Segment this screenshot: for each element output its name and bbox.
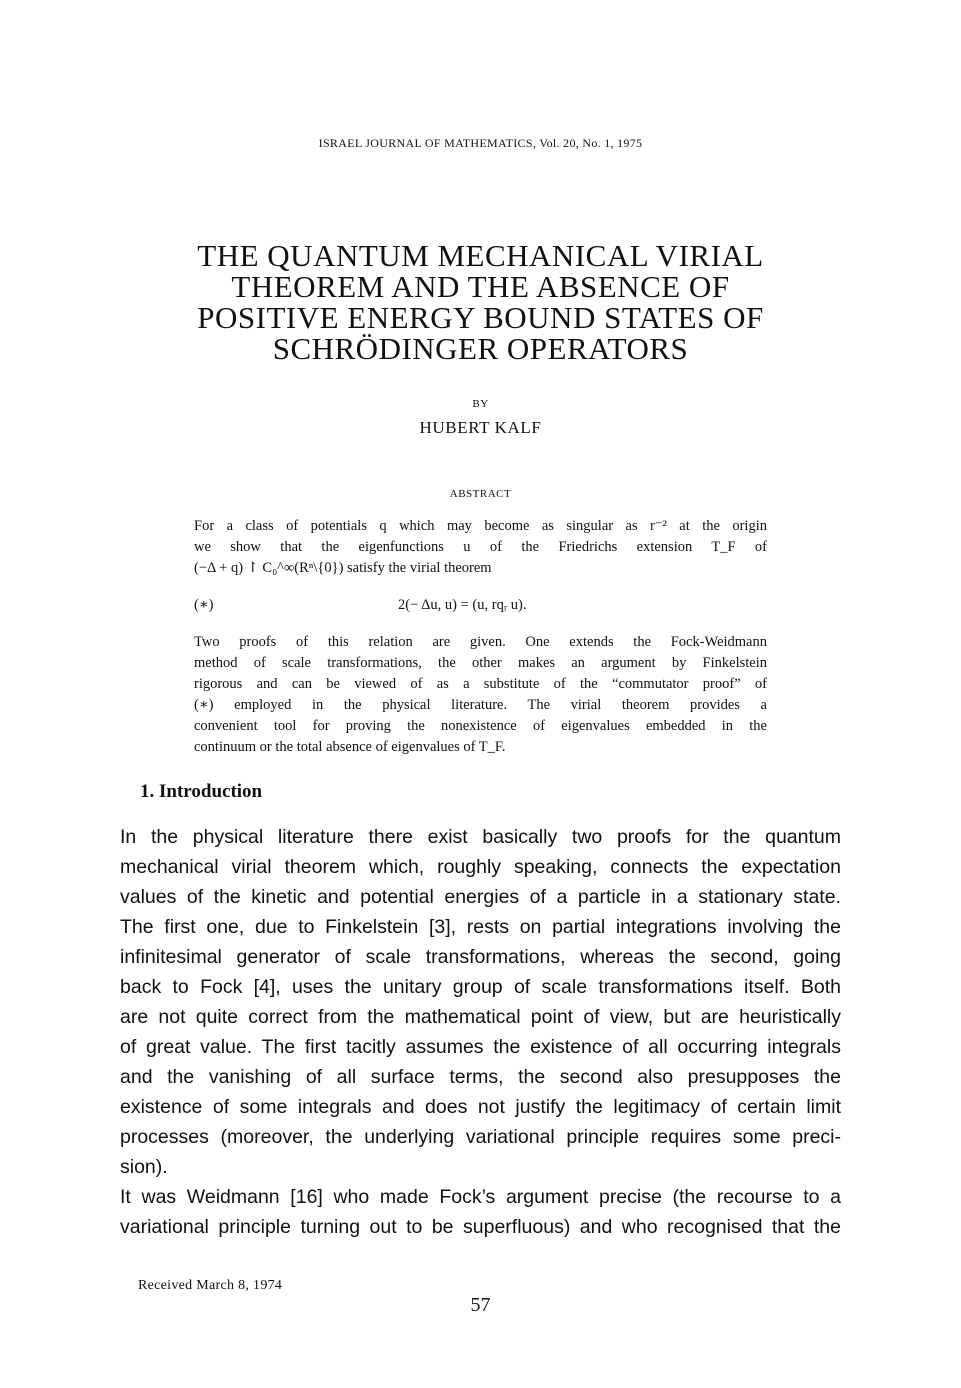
- abstract-paragraph-1: [194, 516, 767, 579]
- abstract-heading: ABSTRACT: [449, 488, 512, 500]
- body-line: mechanical virial theorem which, roughly speaking, connects the expectation: [120, 856, 841, 878]
- abstract-line: continuum or the total absence of eigenvalues of T_F.: [194, 739, 506, 755]
- body-line: sion).: [120, 1156, 168, 1178]
- body-line: The first one, due to Finkelstein [3], rests on partial integrations involving the: [120, 916, 841, 938]
- author-name: HUBERT KALF: [419, 418, 542, 437]
- body-line: and the vanishing of all surface terms, the second also presupposes the: [120, 1066, 841, 1088]
- body-line: It was Weidmann [16] who made Fock’s argument precise (the recourse to a: [120, 1186, 841, 1208]
- by-label: BY: [472, 398, 489, 410]
- equation-body: 2(− Δu, u) = (u, rqᵣ u).: [398, 597, 527, 613]
- abstract-line: rigorous and can be viewed of as a substitute of the “commutator proof” of: [194, 676, 767, 692]
- abstract-line: Two proofs of this relation are given. One extends the Fock-Weidmann: [194, 634, 767, 650]
- abstract-line: method of scale transformations, the other makes an argument by Finkelstein: [194, 655, 767, 671]
- virial-equation: [194, 597, 767, 617]
- body-line: values of the kinetic and potential energies of a particle in a stationary state.: [120, 886, 841, 908]
- body-line: processes (moreover, the underlying variational principle requires some preci-: [120, 1126, 841, 1148]
- body-line: of great value. The first tacitly assumes the existence of all occurring integrals: [120, 1036, 841, 1058]
- title-line: SCHRÖDINGER OPERATORS: [272, 331, 689, 366]
- body-line: are not quite correct from the mathematical point of view, but are heuristically: [120, 1006, 841, 1028]
- equation-label: (∗): [194, 597, 214, 613]
- body-line: back to Fock [4], uses the unitary group of scale transformations itself. Both: [120, 976, 841, 998]
- title-line: POSITIVE ENERGY BOUND STATES OF: [197, 300, 764, 335]
- abstract-line: (∗) employed in the physical literature. The virial theorem provides a: [194, 697, 767, 713]
- paper-title: [140, 240, 821, 364]
- journal-header: ISRAEL JOURNAL OF MATHEMATICS, Vol. 20, No. 1, 1975: [318, 136, 643, 150]
- abstract-paragraph-2: [194, 632, 767, 758]
- received-date: Received March 8, 1974: [138, 1278, 283, 1293]
- body-line: In the physical literature there exist basically two proofs for the quantum: [120, 826, 841, 848]
- body-paragraph-1: [120, 822, 841, 1182]
- body-line: variational principle turning out to be superfluous) and who recognised that the: [120, 1216, 841, 1238]
- body-paragraph-2: [120, 1182, 841, 1242]
- abstract-line: (−Δ + q) ↾ C₀^∞(Rⁿ\{0}) satisfy the virial theorem: [194, 560, 492, 576]
- title-line: THE QUANTUM MECHANICAL VIRIAL: [197, 238, 764, 273]
- abstract-line: For a class of potentials q which may become as singular as r⁻² at the origin: [194, 518, 767, 534]
- page-number: 57: [470, 1294, 491, 1316]
- body-line: existence of some integrals and does not justify the legitimacy of certain limit: [120, 1096, 841, 1118]
- body-line: infinitesimal generator of scale transformations, whereas the second, going: [120, 946, 841, 968]
- abstract-line: convenient tool for proving the nonexistence of eigenvalues embedded in the: [194, 718, 767, 734]
- abstract-line: we show that the eigenfunctions u of the Friedrichs extension T_F of: [194, 539, 767, 555]
- title-line: THEOREM AND THE ABSENCE OF: [231, 269, 730, 304]
- section-heading: 1. Introduction: [140, 781, 263, 802]
